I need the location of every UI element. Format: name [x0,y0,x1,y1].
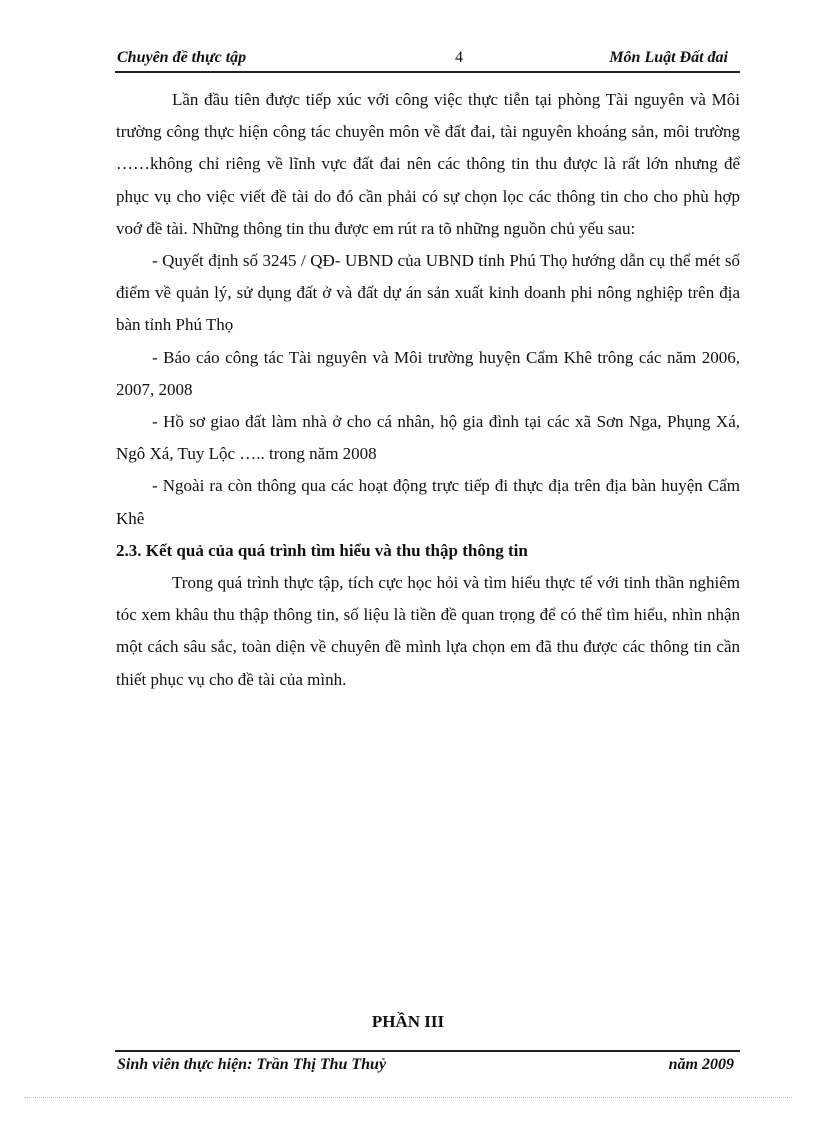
page-number: 4 [455,49,463,66]
footer-author: Sinh viên thực hiện: Trần Thị Thu Thuỷ [117,1056,387,1073]
list-item: - Quyết định số 3245 / QĐ- UBND của UBND tỉnh Phú Thọ hướng dẫn cụ thể mét số điểm về quản lý, sử dụng đất ở và đất dự án sản xuất kinh doanh phi nông nghiệp trên địa bàn tỉnh Phú Thọ [116,251,740,335]
list-item: - Báo cáo công tác Tài nguyên và Môi trường huyện Cẩm Khê trông các năm 2006, 2007, 2008 [116,347,740,399]
header-subject: Môn Luật Đất đai [609,49,728,66]
page-bottom-border [24,1097,792,1098]
section-heading: 2.3. Kết quả của quá trình tìm hiểu và thu thập thông tin [116,540,528,560]
header-rule [115,71,740,73]
page-footer [115,1056,740,1078]
part-heading: PHẦN III [371,1012,445,1031]
intro-paragraph: Lần đầu tiên được tiếp xúc với công việc thực tiễn tại phòng Tài nguyên và Môi trường công thực hiện công tác chuyên môn về đất đai, tài nguyên khoáng sản, môi trường ……không chỉ riêng về lĩnh vực đất đai nên các thông tin thu được là rất lớn nhưng để phục vụ cho việc viết đề tài do đó cần phải có sự chọn lọc các thông tin cho cho phù hợp voớ đề tài. Những thông tin thu được em rút ra tõ những nguồn chủ yếu sau: [116,90,740,238]
footer-year: năm 2009 [668,1056,734,1073]
list-item: - Ngoài ra còn thông qua các hoạt động trực tiếp đi thực địa trên địa bàn huyện Cẩm Khê [116,476,740,528]
page-header [115,46,740,70]
list-item: - Hồ sơ giao đất làm nhà ở cho cá nhân, hộ gia đình tại các xã Sơn Nga, Phụng Xá, Ngô Xá, Tuy Lộc ….. trong năm 2008 [116,412,740,464]
footer-rule [115,1050,740,1052]
document-body [116,84,740,696]
header-course-title: Chuyên đề thực tập [117,49,247,66]
results-paragraph: Trong quá trình thực tập, tích cực học hỏi và tìm hiểu thực tế với tinh thần nghiêm tóc xem khâu thu thập thông tin, số liệu là tiền đề quan trọng để có thể tìm hiểu, nhìn nhận một cách sâu sắc, toàn diện về chuyên đề mình lựa chọn em đã thu được các thông tin cần thiết phục vụ cho đề tài của mình. [116,573,740,689]
